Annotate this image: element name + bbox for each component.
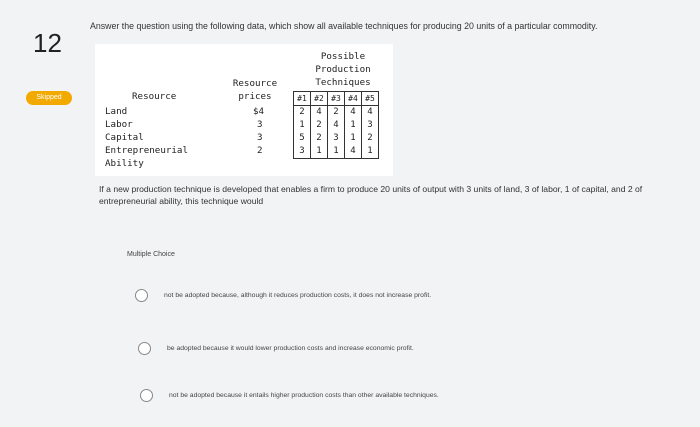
answer-option-2[interactable] (138, 342, 414, 355)
price-land: $4 (253, 106, 265, 117)
prices-header: Resource prices (232, 78, 278, 102)
price-labor: 3 (257, 119, 263, 130)
row-label-entrepreneurial: Entrepreneurial (105, 145, 188, 156)
answer-option-3[interactable] (140, 389, 439, 402)
radio-button[interactable] (138, 342, 151, 355)
table-row: 3 1 1 4 1 (294, 145, 379, 159)
tech-label-2: #2 (311, 92, 328, 106)
option-text: not be adopted because, although it reduces production costs, it does not increase profit. (164, 292, 432, 299)
question-prompt: Answer the question using the following data, which show all available techniques for producing 20 units of a particular commodity. (90, 21, 598, 31)
techniques-header: Possible Production Techniques (315, 51, 371, 88)
multiple-choice-label: Multiple Choice (127, 251, 175, 258)
option-text: not be adopted because it entails higher production costs than other available techniques. (169, 392, 439, 399)
price-entrepreneurial: 2 (257, 145, 263, 156)
radio-button[interactable] (135, 289, 148, 302)
option-text: be adopted because it would lower production costs and increase economic profit. (167, 345, 414, 352)
answer-option-1[interactable] (135, 289, 431, 302)
tech-label-1: #1 (294, 92, 311, 106)
followup-question: If a new production technique is developed that enables a firm to produce 20 units of output with 3 units of land, 3 of labor, 1 of capital, and 2 of entrepreneurial ability, this technique would (99, 184, 643, 206)
table-row: 5 2 3 1 2 (294, 132, 379, 145)
table-row: 2 4 2 4 4 (294, 106, 379, 120)
resource-header: Resource (132, 91, 177, 102)
tech-label-4: #4 (345, 92, 362, 106)
data-table-image (95, 44, 393, 176)
row-label-ability: Ability (105, 158, 144, 169)
question-number: 12 (33, 28, 62, 58)
table-row: 1 2 4 1 3 (294, 119, 379, 132)
tech-label-3: #3 (328, 92, 345, 106)
skipped-badge: Skipped (26, 91, 72, 105)
tech-label-5: #5 (362, 92, 379, 106)
row-label-land: Land (105, 106, 128, 117)
row-label-capital: Capital (105, 132, 144, 143)
row-label-labor: Labor (105, 119, 133, 130)
techniques-grid (293, 91, 379, 159)
price-capital: 3 (257, 132, 263, 143)
radio-button[interactable] (140, 389, 153, 402)
